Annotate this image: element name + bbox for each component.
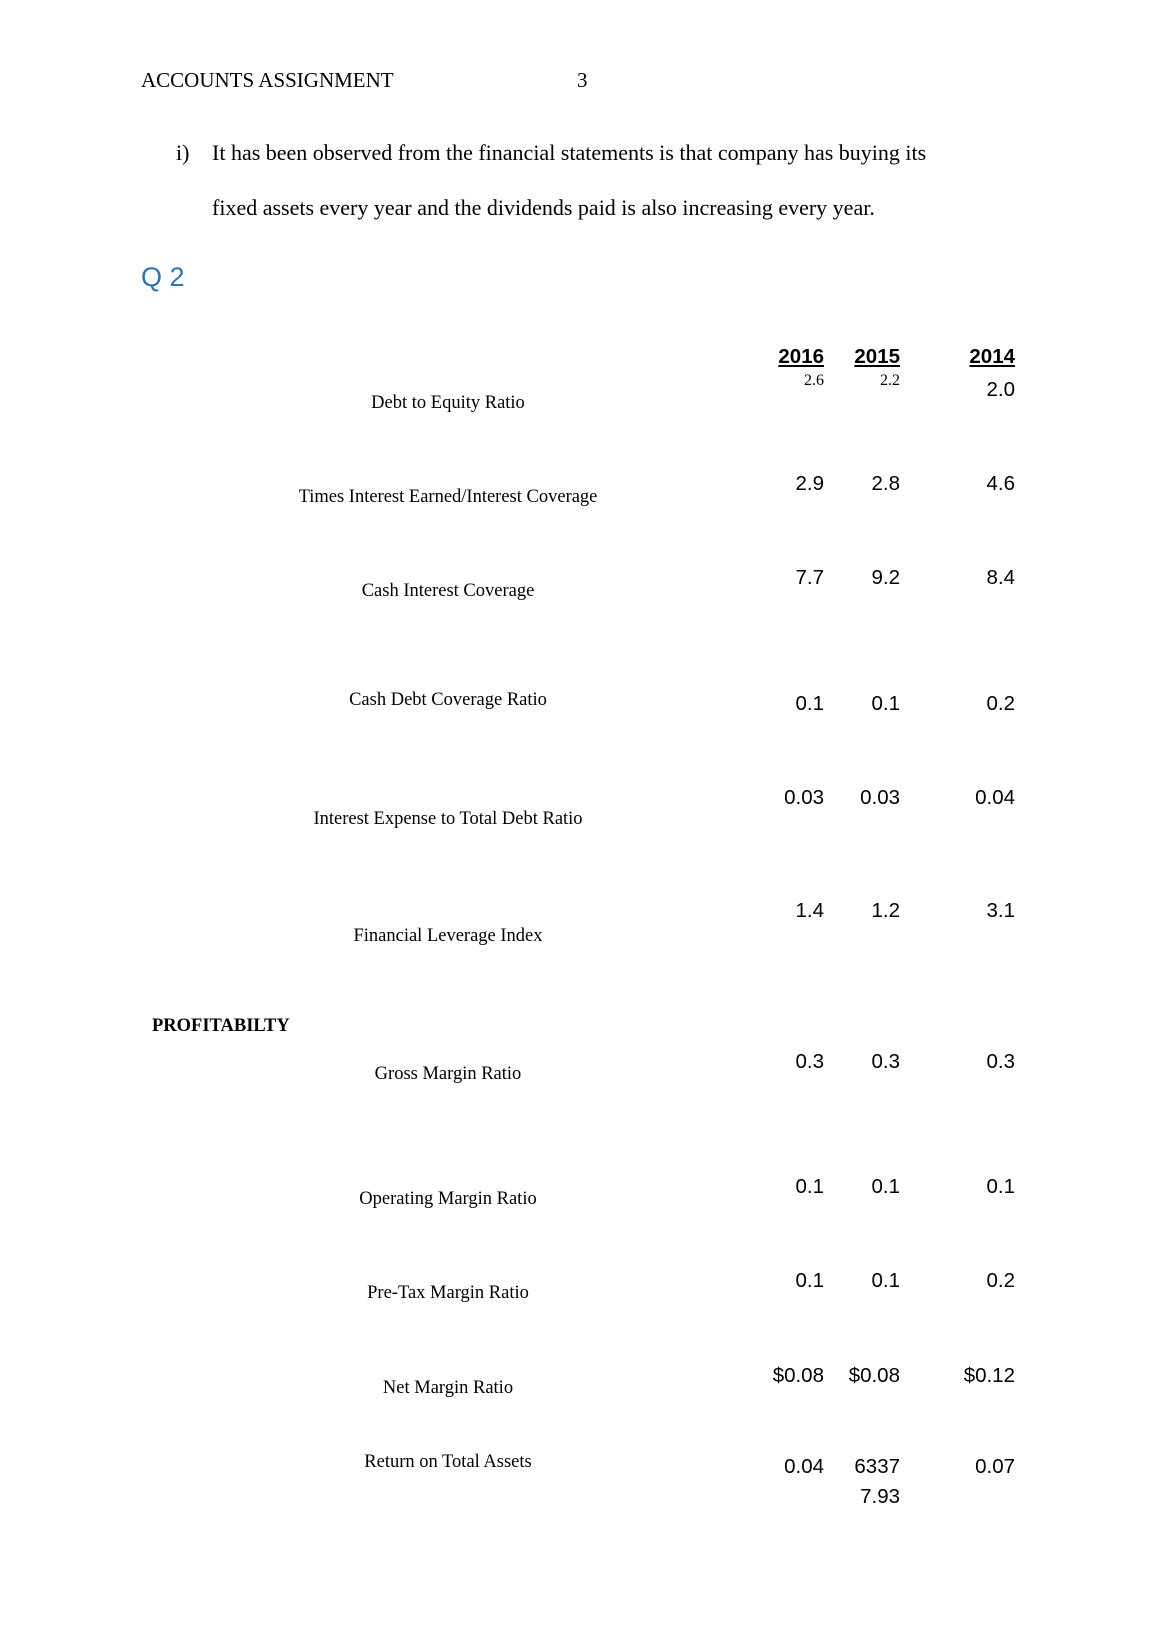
section-label-profitability: PROFITABILTY xyxy=(152,1016,290,1036)
list-marker: i) xyxy=(176,140,190,165)
ratio-value-2015: 2.8 xyxy=(871,472,900,495)
ratio-value-2015: $0.08 xyxy=(848,1364,900,1387)
ratio-value-2014: 0.1 xyxy=(986,1175,1015,1198)
question-heading: Q 2 xyxy=(141,262,185,292)
ratio-label: Interest Expense to Total Debt Ratio xyxy=(313,809,583,829)
ratio-value-2015: 0.1 xyxy=(871,1175,900,1198)
ratio-label: Net Margin Ratio xyxy=(382,1378,514,1398)
ratio-value-2014: 3.1 xyxy=(986,899,1015,922)
ratio-value-2014: 0.2 xyxy=(986,1269,1015,1292)
ratio-value-2014: 0.2 xyxy=(986,692,1015,715)
ratio-label: Gross Margin Ratio xyxy=(374,1064,522,1084)
year-header-2016: 2016 xyxy=(778,345,824,368)
ratio-value-2016: 2.6 xyxy=(804,372,824,389)
ratio-label: Cash Interest Coverage xyxy=(361,581,535,601)
ratio-value-2016: 7.7 xyxy=(795,566,824,589)
ratio-value-2016: 0.04 xyxy=(784,1455,824,1478)
ratio-value-2016: 0.1 xyxy=(795,1269,824,1292)
ratio-value-2014: 0.07 xyxy=(975,1455,1015,1478)
ratio-value-2015: 0.1 xyxy=(871,1269,900,1292)
ratio-value-2016: 2.9 xyxy=(795,472,824,495)
ratio-label: Debt to Equity Ratio xyxy=(371,393,525,413)
paragraph-line-1: It has been observed from the financial statements is that company has buying its xyxy=(212,140,927,165)
ratio-value-2016: 1.4 xyxy=(795,899,824,922)
ratio-value-2015-line1: 6337 xyxy=(854,1455,900,1478)
ratio-label: Pre-Tax Margin Ratio xyxy=(367,1283,529,1303)
ratio-value-2015: 2.2 xyxy=(880,372,900,389)
ratio-label: Times Interest Earned/Interest Coverage xyxy=(298,487,598,507)
ratio-value-2014: 0.04 xyxy=(975,786,1015,809)
ratio-label: Cash Debt Coverage Ratio xyxy=(349,690,547,710)
ratio-value-2015: 0.1 xyxy=(871,692,900,715)
ratio-value-2015: 0.3 xyxy=(871,1050,900,1073)
paragraph-line-2: fixed assets every year and the dividends paid is also increasing every year. xyxy=(212,195,875,220)
ratio-value-2016: $0.08 xyxy=(772,1364,824,1387)
ratio-value-2015: 1.2 xyxy=(871,899,900,922)
ratio-value-2016: 0.1 xyxy=(795,692,824,715)
ratio-value-2014: 2.0 xyxy=(986,378,1015,401)
year-header-2015: 2015 xyxy=(854,345,900,368)
ratio-value-2015: 9.2 xyxy=(871,566,900,589)
ratio-value-2016: 0.1 xyxy=(795,1175,824,1198)
ratio-value-2014: 4.6 xyxy=(986,472,1015,495)
running-header: ACCOUNTS ASSIGNMENT xyxy=(141,68,394,92)
page-number: 3 xyxy=(577,68,588,92)
ratio-value-2015-line2: 7.93 xyxy=(860,1485,900,1508)
year-header-2014: 2014 xyxy=(969,345,1015,368)
ratio-value-2014: 0.3 xyxy=(986,1050,1015,1073)
ratio-label: Operating Margin Ratio xyxy=(359,1189,537,1209)
ratio-label: Return on Total Assets xyxy=(364,1452,532,1472)
ratio-value-2014: $0.12 xyxy=(963,1364,1015,1387)
ratio-label: Financial Leverage Index xyxy=(353,926,543,946)
ratio-value-2016: 0.3 xyxy=(795,1050,824,1073)
ratio-value-2016: 0.03 xyxy=(784,786,824,809)
ratio-value-2014: 8.4 xyxy=(986,566,1015,589)
ratio-value-2015: 0.03 xyxy=(860,786,900,809)
